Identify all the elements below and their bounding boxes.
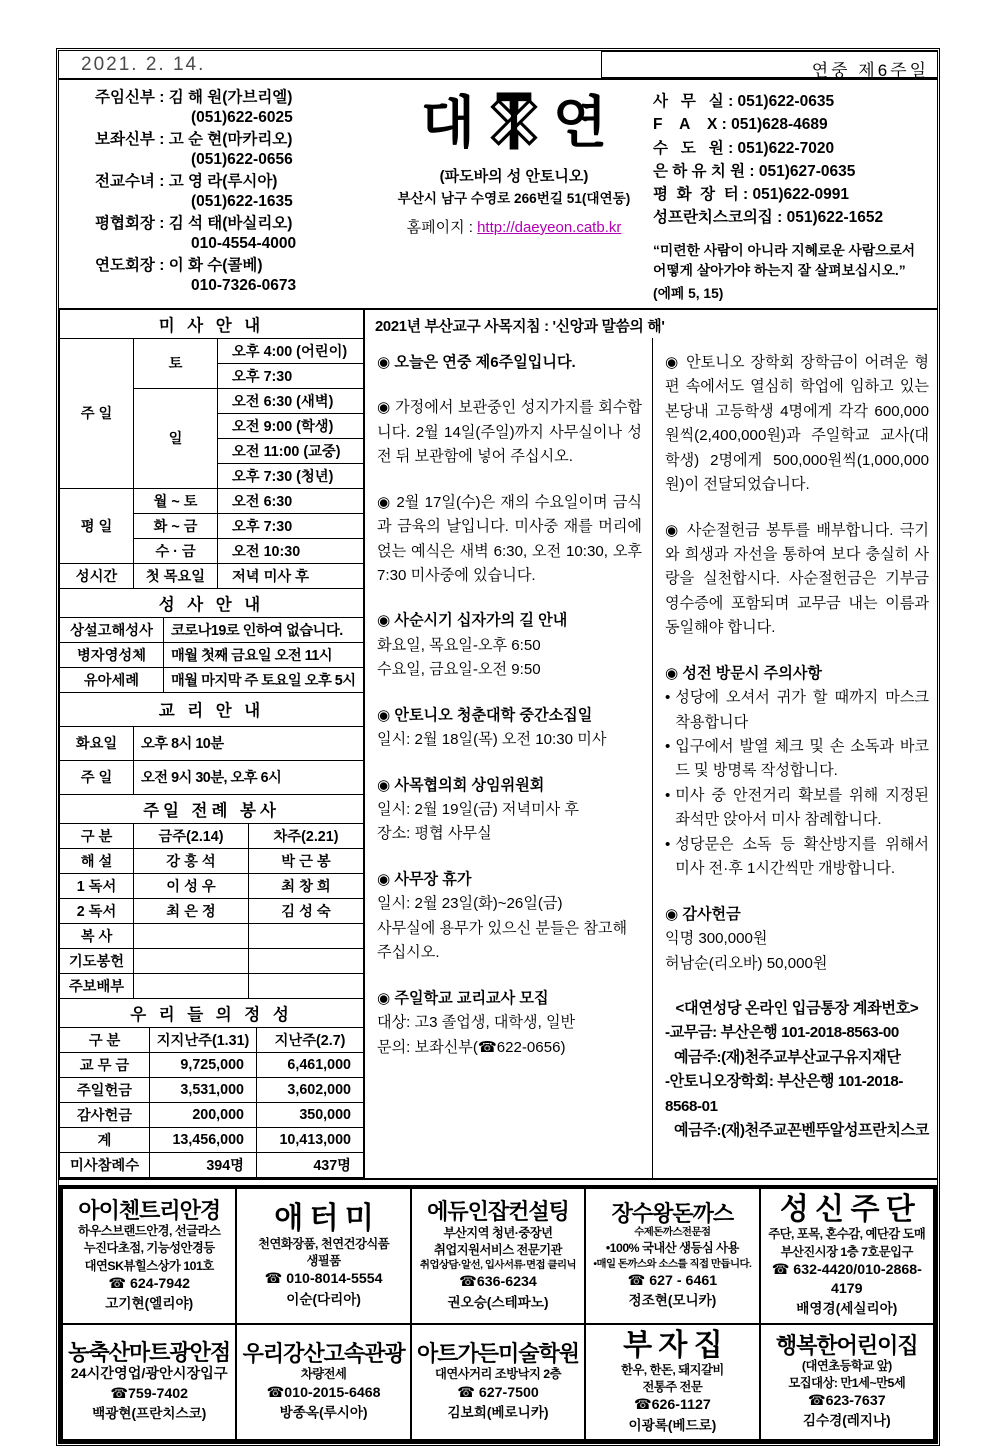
ad-title: 에듀인잡컨설팅 bbox=[427, 1199, 569, 1225]
phone-number: 051)622-7020 bbox=[737, 139, 835, 157]
ad-pork-cutlet-restaurant: 장수왕돈까스 수제돈까스전문점 •100% 국내산 생등심 사용 •매일 돈까스와 소스를 직접 만듭니다. ☎ 627 - 6461 정조현(모니카) bbox=[585, 1188, 759, 1324]
ad-title: 아트가든미술학원 bbox=[416, 1341, 579, 1367]
ad-phone: ☎626-1127 bbox=[633, 1397, 711, 1414]
account-line: -안토니오장학회: 부산은행 101-2018-8568-01 bbox=[665, 1073, 904, 1115]
table-cell: 토 bbox=[134, 338, 218, 388]
ad-contact-name: 백광현(프란치스코) bbox=[92, 1406, 207, 1422]
notice-lenten-offering: ◉ 사순절헌금 봉투를 배부합니다. 극기와 희생과 자선을 통하여 보다 충실히 사랑을 실천합시다. 사순절헌금은 기부금 영수증에 포함되며 교무금 내는 이름과 동일해야 합니다. bbox=[665, 521, 929, 637]
table-cell: 성시간 bbox=[60, 563, 134, 588]
clergy-phone: (051)622-1635 bbox=[191, 193, 293, 211]
notice-scholarship: ◉ 안토니오 장학회 장학금이 어려운 형편 속에서도 열심히 학업에 임하고 있는 본당내 고등학생 4명에게 각각 600,000원씩(2,400,000원)과 주일학교 교사(대학생) 2명에게 500,000원씩(1,000,000원)이 전달되었습니다. bbox=[665, 353, 930, 494]
clergy-role: 보좌신부 : bbox=[95, 131, 169, 148]
notice-youth-college: ◉ 안토니오 청춘대학 중간소집일 일시: 2월 18일(목) 오전 10:30 미사 bbox=[377, 706, 607, 749]
phone-label: 평 화 장 터 : bbox=[653, 186, 753, 203]
clergy-role: 전교수녀 : bbox=[95, 173, 169, 190]
patron-saint: (파도바의 성 안토니오) bbox=[439, 168, 589, 185]
issue-date: 2021. 2. 14. bbox=[81, 54, 206, 75]
account-line: 예금주:(재)천주교꼰벤뚜알성프란치스코 bbox=[674, 1122, 929, 1140]
ad-phone: ☎623-7637 bbox=[807, 1393, 886, 1410]
logo-char-right: 연 bbox=[553, 92, 608, 155]
notice-bullet: ◉ bbox=[665, 905, 679, 923]
table-cell: 월 ~ 토 bbox=[134, 488, 218, 513]
clergy-role: 연도회장 : bbox=[95, 257, 169, 274]
table-cell: 코로나19로 인하여 없습니다. bbox=[164, 617, 364, 642]
table-cell: 병자영성체 bbox=[60, 642, 164, 667]
clergy-role: 평협회장 : bbox=[95, 215, 169, 232]
table-cell: 구 분 bbox=[60, 823, 134, 848]
precaution-item: • 성당에 오셔서 귀가 할 때까지 마스크 착용합니다 bbox=[665, 686, 929, 735]
ad-contact-name: 정조현(모니카) bbox=[628, 1293, 717, 1309]
scripture-reference: (에페 5, 15) bbox=[653, 285, 724, 301]
clergy-entry bbox=[95, 256, 379, 297]
section-title: 우 리 들 의 정 성 bbox=[60, 998, 364, 1027]
main-content bbox=[59, 310, 937, 1180]
table-cell: 지지난주(1.31) bbox=[150, 1027, 257, 1052]
section-title: 주일 전례 봉사 bbox=[60, 794, 364, 823]
clergy-name: 김 해 원(가브리엘) bbox=[168, 89, 293, 106]
table-cell: 200,000 bbox=[150, 1102, 257, 1127]
clergy-phone: (051)622-6025 bbox=[191, 109, 293, 127]
notice-palm-branches: ◉ 가정에서 보관중인 성지가지를 회수합니다. 2월 14일(주일)까지 사무실이나 성전 뒤 보관함에 넣어 주십시오. bbox=[377, 399, 642, 466]
ad-phone: ☎010-2015-6468 bbox=[266, 1384, 381, 1401]
table-cell: 저녁 미사 후 bbox=[218, 563, 364, 588]
table-cell: 감사헌금 bbox=[60, 1102, 150, 1127]
ad-phone: ☎ 627 - 6461 bbox=[627, 1273, 718, 1290]
notice-bullet: ◉ bbox=[377, 870, 391, 888]
pastoral-direction: 2021년 부산교구 사목지침 : '신앙과 말씀의 해' bbox=[375, 318, 665, 335]
phone-label: 성프란치스코의집 : bbox=[653, 209, 787, 226]
account-heading: <대연성당 온라인 입금통장 계좌번호> bbox=[675, 999, 919, 1017]
notices-column-2 bbox=[652, 338, 937, 1178]
ad-contact-name: 방종옥(루시아) bbox=[279, 1404, 368, 1420]
clergy-role: 주임신부 : bbox=[95, 89, 169, 106]
table-cell: 437명 bbox=[257, 1152, 364, 1177]
notice-thanksgiving-offering: ◉ 감사헌금 익명 300,000원 허남순(리오바) 50,000원 bbox=[665, 905, 828, 972]
ad-silk-fabric-shop: 성 신 주 단 주단, 포목, 혼수감, 예단감 도매 부산진시장 1층 7호문입구 ☎ 632-4420/010-2868-4179 배영경(세실리아) bbox=[760, 1188, 934, 1324]
table-cell: 계 bbox=[60, 1127, 150, 1152]
ad-eduin-job-consulting: 에듀인잡컨설팅 부산지역 청년·중장년 취업지원서비스 전문기관 취업상담·알선, 입사서류·면접 클리닉 ☎636-6234 권오승(스테파노) bbox=[411, 1188, 585, 1324]
table-cell: 매월 첫째 금요일 오전 11시 bbox=[164, 642, 364, 667]
ad-phone: ☎ 010-8014-5554 bbox=[264, 1271, 383, 1288]
ad-contact-name: 배영경(세실리아) bbox=[796, 1301, 898, 1317]
table-cell: 오전 6:30 bbox=[218, 488, 364, 513]
table-cell bbox=[249, 948, 364, 973]
table-cell: 미사참례수 bbox=[60, 1152, 150, 1177]
bank-account-info bbox=[665, 997, 929, 1144]
clergy-name: 이 화 수(콜베) bbox=[168, 256, 263, 274]
table-cell: 9,725,000 bbox=[150, 1052, 257, 1077]
notices-column-1 bbox=[365, 338, 652, 1178]
table-cell: 주일헌금 bbox=[60, 1077, 150, 1102]
clergy-name: 김 석 태(바실리오) bbox=[168, 214, 293, 232]
homepage-link[interactable]: http://daeyeon.catb.kr bbox=[477, 219, 622, 236]
notice-sunday: ◉ 오늘은 연중 제6주일입니다. bbox=[377, 353, 576, 371]
info-tables-column bbox=[59, 310, 365, 1178]
homepage-label: 홈페이지 : bbox=[406, 219, 473, 236]
ad-title: 아이첸트리안경 bbox=[78, 1198, 221, 1224]
clergy-name: 고 순 현(마카리오) bbox=[168, 130, 293, 148]
notice-ash-wednesday: ◉ 2월 17일(수)은 재의 수요일이며 금식과 금육의 날입니다. 미사중 재를 머리에 얹는 예식은 새벽 6:30, 오전 10:30, 오후 7:30 미사중에 있습니다. bbox=[377, 493, 643, 584]
phone-line bbox=[653, 137, 925, 160]
ad-phone: ☎ 627-7500 bbox=[457, 1384, 539, 1401]
table-cell: 매월 마지막 주 토요일 오후 5시 bbox=[164, 667, 364, 692]
notice-bullet: ◉ bbox=[665, 521, 681, 539]
table-cell: 오전 9시 30분, 오후 6시 bbox=[134, 760, 364, 794]
sub-bullet: • bbox=[665, 738, 671, 755]
section-title: 성 사 안 내 bbox=[60, 588, 364, 617]
table-cell: 구 분 bbox=[60, 1027, 150, 1052]
notice-bullet: ◉ bbox=[377, 776, 391, 794]
masthead bbox=[59, 80, 937, 310]
ad-contact-name: 김보희(베로니카) bbox=[447, 1404, 549, 1420]
precaution-item: • 미사 중 안전거리 확보를 위해 지정된 좌석만 앉아서 미사 참례합니다. bbox=[665, 784, 929, 833]
table-cell: 오후 4:00 (어린이) bbox=[218, 338, 364, 363]
table-cell: 주 일 bbox=[60, 338, 134, 488]
parish-cross-logo-icon bbox=[483, 90, 545, 157]
parish-address: 부산시 남구 수영로 266번길 51(대연동) bbox=[397, 191, 631, 206]
table-cell: 주 일 bbox=[60, 760, 134, 794]
ad-atomy-products: 애 터 미 천연화장품, 천연건강식품 생필품 ☎ 010-8014-5554 이순(다리아) bbox=[236, 1188, 410, 1324]
notice-pastoral-council: ◉ 사목협의회 상임위원회 일시: 2월 19일(금) 저녁미사 후 장소: 평협 사무실 bbox=[377, 776, 580, 843]
phone-label: 은 하 유 치 원 : bbox=[653, 163, 759, 180]
table-cell: 금주(2.14) bbox=[134, 823, 249, 848]
notice-bullet: ◉ bbox=[377, 399, 391, 417]
table-cell: 오전 10:30 bbox=[218, 538, 364, 563]
table-cell: 오후 7:30 bbox=[218, 513, 364, 538]
table-cell: 13,456,000 bbox=[150, 1127, 257, 1152]
catechism-table bbox=[59, 692, 364, 795]
table-cell: 최 창 희 bbox=[249, 873, 364, 898]
table-cell bbox=[249, 973, 364, 998]
section-title: 미 사 안 내 bbox=[60, 309, 364, 338]
ad-title: 우리강산고속관광 bbox=[242, 1341, 405, 1367]
parish-identity bbox=[379, 88, 649, 302]
table-cell: 394명 bbox=[150, 1152, 257, 1177]
notice-bullet: ◉ bbox=[377, 353, 391, 371]
phone-number: 051)622-0635 bbox=[737, 93, 835, 110]
offering-table bbox=[59, 998, 364, 1178]
phone-label: F A X : bbox=[653, 116, 731, 133]
table-cell: 복 사 bbox=[60, 923, 134, 948]
table-cell: 오후 7:30 (청년) bbox=[218, 463, 364, 488]
ad-title: 행복한어린이집 bbox=[775, 1332, 918, 1358]
parish-phones bbox=[649, 88, 937, 302]
mass-schedule-table bbox=[59, 309, 364, 589]
phone-label: 사 무 실 : bbox=[653, 93, 738, 110]
precaution-item: • 입구에서 발열 체크 및 손 소독과 바코드 및 방명록 작성합니다. bbox=[665, 735, 929, 784]
clergy-entry bbox=[95, 88, 379, 129]
clergy-phone: (051)622-0656 bbox=[191, 151, 293, 169]
ad-contact-name: 이광록(베드로) bbox=[628, 1417, 717, 1433]
table-cell: 오후 7:30 bbox=[218, 363, 364, 388]
advertisements bbox=[59, 1185, 937, 1443]
sub-bullet: • bbox=[665, 786, 671, 804]
clergy-phone: 010-7326-0673 bbox=[191, 277, 297, 295]
account-line: 예금주:(재)천주교부산교구유지재단 bbox=[674, 1048, 901, 1066]
table-cell: 오전 11:00 (교중) bbox=[218, 438, 364, 463]
notice-office-manager-vacation: ◉ 사무장 휴가 일시: 2월 23일(화)~26일(금) 사무실에 용무가 있으신 분들은 참고해 주십시오. bbox=[377, 870, 628, 962]
clergy-contacts bbox=[59, 88, 379, 302]
notice-bullet: ◉ bbox=[665, 353, 681, 371]
phone-line bbox=[653, 183, 925, 206]
ad-buja-restaurant: 부 자 집 한우, 한돈, 돼지갈비 전통주 전문 ☎626-1127 이광록(베드로) bbox=[585, 1324, 759, 1440]
phone-line bbox=[653, 160, 925, 183]
table-cell: 이 성 우 bbox=[134, 873, 249, 898]
top-strip bbox=[59, 51, 937, 80]
table-cell: 화 ~ 금 bbox=[134, 513, 218, 538]
phone-line bbox=[653, 206, 925, 229]
table-cell: 화요일 bbox=[60, 726, 134, 760]
table-cell: 일 bbox=[134, 388, 218, 488]
notice-bullet: ◉ bbox=[665, 664, 679, 682]
clergy-phone: 010-4554-4000 bbox=[191, 235, 297, 253]
ad-title: 애 터 미 bbox=[274, 1202, 373, 1236]
ad-phone: ☎ 624-7942 bbox=[108, 1275, 190, 1292]
table-cell: 10,413,000 bbox=[257, 1127, 364, 1152]
clergy-entry bbox=[95, 214, 379, 255]
section-title: 교 리 안 내 bbox=[60, 692, 364, 726]
notices-area bbox=[365, 310, 937, 1178]
table-cell: 최 은 정 bbox=[134, 898, 249, 923]
table-cell: 강 홍 석 bbox=[134, 848, 249, 873]
homepage-row bbox=[379, 216, 649, 237]
issue-title-badge: 연중 제6주일 bbox=[601, 51, 937, 78]
notice-teacher-recruitment: ◉ 주일학교 교리교사 모집 대상: 고3 졸업생, 대학생, 일반 문의: 보좌신부(☎622-0656) bbox=[377, 989, 576, 1056]
ad-contact-name: 김수경(레지나) bbox=[802, 1413, 891, 1429]
table-cell: 3,602,000 bbox=[257, 1077, 364, 1102]
table-cell: 김 성 숙 bbox=[249, 898, 364, 923]
ad-daycare-center: 행복한어린이집 (대연초등학교 앞) 모집대상: 만1세~만5세 ☎623-7637 김수경(레지나) bbox=[760, 1324, 934, 1440]
table-cell bbox=[249, 923, 364, 948]
ad-contact-name: 이순(다리아) bbox=[286, 1291, 361, 1307]
clergy-name: 고 영 라(루시아) bbox=[168, 172, 278, 190]
table-cell bbox=[134, 973, 249, 998]
table-cell: 수 · 금 bbox=[134, 538, 218, 563]
clergy-entry bbox=[95, 172, 379, 213]
phone-line bbox=[653, 90, 925, 113]
table-cell: 6,461,000 bbox=[257, 1052, 364, 1077]
logo-char-left: 대 bbox=[420, 92, 475, 155]
table-cell: 지난주(2.7) bbox=[257, 1027, 364, 1052]
ad-contact-name: 권오승(스테파노) bbox=[447, 1294, 549, 1310]
phone-number: 051)622-1652 bbox=[786, 209, 884, 227]
ad-eyeglasses-shop: 아이첸트리안경 하우스브랜드안경, 선글라스 누진다초점, 기능성안경등 대연SK뷰힐스상가 101호 ☎ 624-7942 고기현(엘리야) bbox=[62, 1188, 236, 1324]
table-cell: 오전 6:30 (새벽) bbox=[218, 388, 364, 413]
table-cell: 2 독서 bbox=[60, 898, 134, 923]
ad-livestock-mart: 농축산마트광안점 24시간영업/광안시장입구 ☎759-7402 백광현(프란치스코) bbox=[62, 1324, 236, 1440]
ad-phone: ☎ 632-4420/010-2868-4179 bbox=[771, 1261, 922, 1297]
ad-title: 농축산마트광안점 bbox=[68, 1339, 231, 1365]
notice-church-visit-precautions: ◉ 성전 방문시 주의사항 • 성당에 오셔서 귀가 할 때까지 마스크 착용합니다 • 입구에서 발열 체크 및 손 소독과 바코드 및 방명록 작성합니다. • 미사 중 안전거리 확보를 위해 지정된 좌석만 앉아서 미사 참례합니다. • 성당문은 소독 등 확산방지를 위해서 미사 전·후 1시간씩만 개방합니다. bbox=[665, 662, 929, 882]
liturgy-roster-table bbox=[59, 794, 364, 999]
phone-line bbox=[653, 113, 925, 136]
table-cell: 기도봉헌 bbox=[60, 948, 134, 973]
ad-tour-bus-charter: 우리강산고속관광 차량전세 ☎010-2015-6468 방종옥(루시아) bbox=[236, 1324, 410, 1440]
clergy-entry bbox=[95, 130, 379, 171]
table-cell bbox=[134, 948, 249, 973]
table-cell: 3,531,000 bbox=[150, 1077, 257, 1102]
notice-bullet: ◉ bbox=[377, 493, 392, 511]
account-line: -교무금: 부산은행 101-2018-8563-00 bbox=[665, 1024, 899, 1042]
bulletin-sheet bbox=[56, 48, 940, 1446]
ad-title: 장수왕돈까스 bbox=[611, 1200, 734, 1226]
ad-phone: ☎636-6234 bbox=[459, 1274, 537, 1291]
table-cell: 첫 목요일 bbox=[134, 563, 218, 588]
phone-number: 051)622-0991 bbox=[752, 186, 850, 203]
precaution-item: • 성당문은 소독 등 확산방지를 위해서 미사 전·후 1시간씩만 개방합니다. bbox=[665, 833, 929, 882]
sub-bullet: • bbox=[665, 689, 671, 707]
table-cell: 오후 8시 10분 bbox=[134, 726, 364, 760]
ad-title: 부 자 집 bbox=[623, 1328, 722, 1362]
ad-phone: ☎759-7402 bbox=[110, 1386, 189, 1403]
table-cell: 교 무 금 bbox=[60, 1052, 150, 1077]
table-cell bbox=[134, 923, 249, 948]
table-cell: 해 설 bbox=[60, 848, 134, 873]
sub-bullet: • bbox=[665, 835, 671, 853]
ad-contact-name: 고기현(엘리야) bbox=[105, 1295, 194, 1311]
table-cell: 오전 9:00 (학생) bbox=[218, 413, 364, 438]
table-cell: 350,000 bbox=[257, 1102, 364, 1127]
notice-bullet: ◉ bbox=[377, 612, 391, 630]
phone-number: 051)627-0635 bbox=[758, 162, 856, 180]
table-cell: 주보배부 bbox=[60, 973, 134, 998]
notice-bullet: ◉ bbox=[377, 706, 391, 724]
phone-number: 051)628-4689 bbox=[731, 116, 828, 134]
table-cell: 1 독서 bbox=[60, 873, 134, 898]
table-cell: 차주(2.21) bbox=[249, 823, 364, 848]
ad-title: 성 신 주 단 bbox=[779, 1192, 914, 1226]
table-cell: 유아세례 bbox=[60, 667, 164, 692]
table-cell: 상설고해성사 bbox=[60, 617, 164, 642]
scripture-verse: “미련한 사람이 아니라 지혜로운 사람으로서 어떻게 살아가야 하는지 잘 살펴보십시오.” bbox=[653, 242, 916, 279]
notice-way-of-cross: ◉ 사순시기 십자가의 길 안내 화요일, 목요일-오후 6:50 수요일, 금요일-오전 9:50 bbox=[377, 612, 568, 679]
sacraments-table bbox=[59, 588, 364, 693]
ad-art-academy: 아트가든미술학원 대연사거리 조방낙지 2층 ☎ 627-7500 김보희(베로니카) bbox=[411, 1324, 585, 1440]
phone-label: 수 도 원 : bbox=[653, 140, 738, 157]
table-cell: 박 근 봉 bbox=[249, 848, 364, 873]
parish-logo bbox=[379, 90, 649, 157]
notice-bullet: ◉ bbox=[377, 989, 391, 1007]
table-cell: 평 일 bbox=[60, 488, 134, 563]
